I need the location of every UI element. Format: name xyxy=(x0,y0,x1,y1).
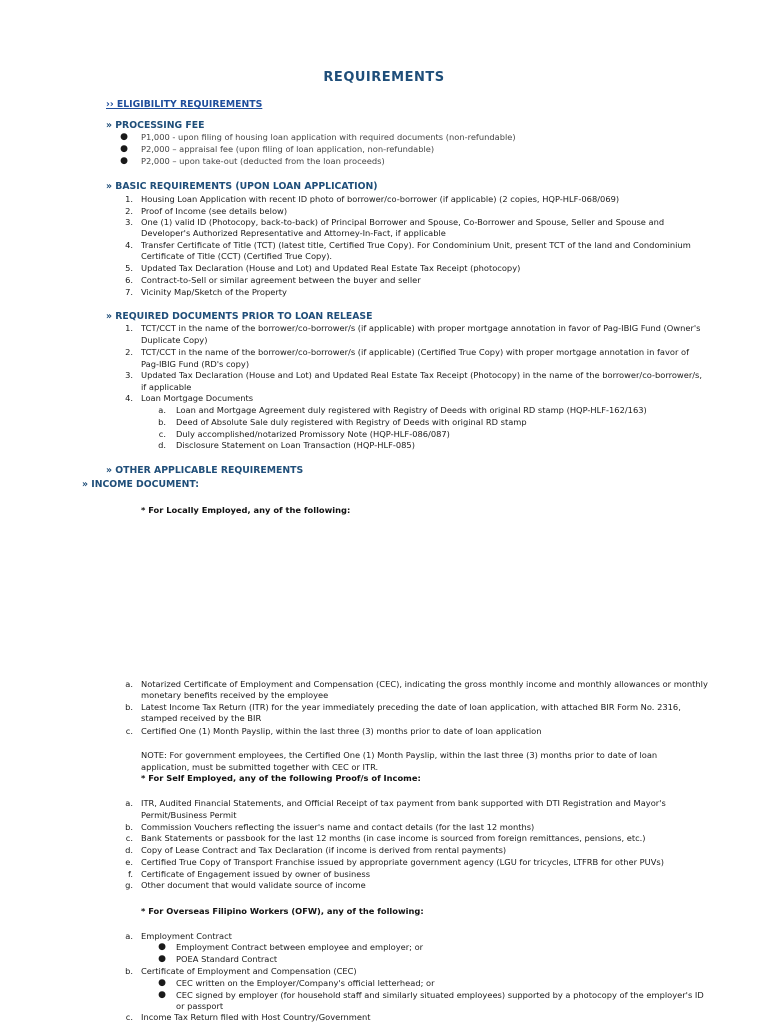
list-item-continued: Pag-IBIG Fund (RD's copy) xyxy=(141,359,250,369)
list-item: Certificate of Engagement issued by owner of business xyxy=(141,869,371,879)
sub-list-item-continued: or passport xyxy=(176,1001,224,1011)
list-item: ITR, Audited Financial Statements, and Official Receipt of tax payment from bank supported with DTI Registration and Mayor's xyxy=(141,798,666,808)
sub-list-item: POEA Standard Contract xyxy=(176,954,278,964)
list-number: 5. xyxy=(125,263,133,273)
list-letter: c. xyxy=(158,429,166,439)
processing-fee-item: P2,000 – upon take-out (deducted from the loan proceeds) xyxy=(141,156,385,166)
list-number: 4. xyxy=(125,240,133,250)
list-item: One (1) valid ID (Photocopy, back-to-back) of Principal Borrower and Spouse, Co-Borrower and Spouse, Seller and Spouse and xyxy=(141,217,665,227)
list-item-continued: Certificate of Title (CCT) (Certified True Copy). xyxy=(141,251,333,261)
sub-list-item: Employment Contract between employee and employer; or xyxy=(176,942,424,952)
list-item: Updated Tax Declaration (House and Lot) and Updated Real Estate Tax Receipt (Photocopy) in the name of the borrower/co-borrower/s, xyxy=(141,370,702,380)
list-item: Certified True Copy of Transport Franchise issued by appropriate government agency (LGU for tricycles, LTFRB for other PUVs) xyxy=(141,857,664,867)
list-number: 3. xyxy=(125,370,133,380)
basic-requirements-heading: » BASIC REQUIREMENTS (UPON LOAN APPLICATION) xyxy=(106,181,378,192)
list-letter: b. xyxy=(125,702,133,712)
list-item: Income Tax Return filed with Host Country/Government xyxy=(141,1012,371,1022)
sub-list-item: Loan and Mortgage Agreement duly registered with Registry of Deeds with original RD stamp (HQP-HLF-162/163) xyxy=(176,405,647,415)
processing-fee-item: P2,000 – appraisal fee (upon filing of loan application, non-refundable) xyxy=(141,144,435,154)
eligibility-requirements-link[interactable]: ›› ELIGIBILITY REQUIREMENTS xyxy=(106,99,263,110)
bullet: ● xyxy=(120,156,128,166)
bullet: ● xyxy=(158,978,166,988)
list-item-continued: Duplicate Copy) xyxy=(141,335,208,345)
list-letter: a. xyxy=(125,931,133,941)
list-item: Updated Tax Declaration (House and Lot) and Updated Real Estate Tax Receipt (photocopy) xyxy=(141,263,521,273)
list-item-continued: monetary benefits received by the employee xyxy=(141,690,329,700)
list-letter: g. xyxy=(125,880,133,890)
list-item-continued: Developer's Authorized Representative and Attorney-In-Fact, if applicable xyxy=(141,228,446,238)
list-letter: c. xyxy=(125,1012,133,1022)
list-letter: d. xyxy=(158,440,166,450)
list-item-continued: Permit/Business Permit xyxy=(141,810,237,820)
bullet: ● xyxy=(120,144,128,154)
list-letter: f. xyxy=(128,869,133,879)
sub-list-item: Deed of Absolute Sale duly registered with Registry of Deeds with original RD stamp xyxy=(176,417,527,427)
self-employed-heading: * For Self Employed, any of the following Proof/s of Income: xyxy=(141,773,421,783)
list-number: 6. xyxy=(125,275,133,285)
list-item: Certified One (1) Month Payslip, within the last three (3) months prior to date of loan application xyxy=(141,726,542,736)
processing-fee-item: P1,000 - upon filing of housing loan application with required documents (non-refundable) xyxy=(141,132,516,142)
bullet: ● xyxy=(158,954,166,964)
list-letter: a. xyxy=(125,679,133,689)
list-letter: d. xyxy=(125,845,133,855)
list-item: Latest Income Tax Return (ITR) for the year immediately preceding the date of loan application, with attached BIR Form No. 2316, xyxy=(141,702,681,712)
bullet: ● xyxy=(120,132,128,142)
government-note: NOTE: For government employees, the Certified One (1) Month Payslip, within the last three (3) months prior to date of loan xyxy=(141,750,658,760)
locally-employed-heading: * For Locally Employed, any of the following: xyxy=(141,505,351,515)
list-item: Commission Vouchers reflecting the issuer's name and contact details (for the last 12 months) xyxy=(141,822,535,832)
list-item-continued: if applicable xyxy=(141,382,192,392)
list-item: Employment Contract xyxy=(141,931,232,941)
bullet: ● xyxy=(158,990,166,1000)
list-letter: a. xyxy=(158,405,166,415)
list-letter: c. xyxy=(125,726,133,736)
bullet: ● xyxy=(158,942,166,952)
list-number: 3. xyxy=(125,217,133,227)
list-item: Notarized Certificate of Employment and Compensation (CEC), indicating the gross monthly income and monthly allowances or monthly xyxy=(141,679,708,689)
list-number: 2. xyxy=(125,347,133,357)
list-letter: a. xyxy=(125,798,133,808)
list-item: Other document that would validate source of income xyxy=(141,880,366,890)
list-letter: b. xyxy=(125,822,133,832)
list-letter: b. xyxy=(125,966,133,976)
sub-list-item: Disclosure Statement on Loan Transaction (HQP-HLF-085) xyxy=(176,440,415,450)
list-item: TCT/CCT in the name of the borrower/co-borrower/s (if applicable) with proper mortgage annotation in favor of Pag-IBIG Fund (Owner's xyxy=(141,323,701,333)
loan-release-heading: » REQUIRED DOCUMENTS PRIOR TO LOAN RELEASE xyxy=(106,311,373,322)
list-item-continued: stamped received by the BIR xyxy=(141,713,262,723)
list-letter: b. xyxy=(158,417,166,427)
list-letter: c. xyxy=(125,833,133,843)
list-number: 1. xyxy=(125,323,133,333)
sub-list-item: CEC signed by employer (for household staff and similarly situated employees) supported by a photocopy of the employer's ID xyxy=(176,990,704,1000)
list-item: Copy of Lease Contract and Tax Declaration (if income is derived from rental payments) xyxy=(141,845,507,855)
processing-fee-heading: » PROCESSING FEE xyxy=(106,120,205,131)
ofw-heading: * For Overseas Filipino Workers (OFW), any of the following: xyxy=(141,906,424,916)
list-item: Certificate of Employment and Compensation (CEC) xyxy=(141,966,357,976)
list-item: Loan Mortgage Documents xyxy=(141,393,254,403)
list-number: 1. xyxy=(125,194,133,204)
list-letter: e. xyxy=(125,857,133,867)
other-requirements-heading: » OTHER APPLICABLE REQUIREMENTS xyxy=(106,465,304,476)
list-item: Contract-to-Sell or similar agreement between the buyer and seller xyxy=(141,275,421,285)
list-item: Housing Loan Application with recent ID photo of borrower/co-borrower (if applicable) (2 copies, HQP-HLF-068/069) xyxy=(141,194,620,204)
page-title: REQUIREMENTS xyxy=(323,70,445,85)
list-number: 7. xyxy=(125,287,133,297)
list-item: Vicinity Map/Sketch of the Property xyxy=(141,287,287,297)
sub-list-item: CEC written on the Employer/Company's official letterhead; or xyxy=(176,978,435,988)
list-item: Proof of Income (see details below) xyxy=(141,206,288,216)
income-document-heading: » INCOME DOCUMENT: xyxy=(82,479,199,490)
list-item: Bank Statements or passbook for the last 12 months (in case income is sourced from foreign remittances, pensions, etc.) xyxy=(141,833,646,843)
sub-list-item: Duly accomplished/notarized Promissory Note (HQP-HLF-086/087) xyxy=(176,429,450,439)
list-number: 4. xyxy=(125,393,133,403)
list-item: Transfer Certificate of Title (TCT) (latest title, Certified True Copy). For Condominium Unit, present TCT of the land and Condominium xyxy=(141,240,691,250)
list-item: TCT/CCT in the name of the borrower/co-borrower/s (if applicable) (Certified True Copy) with proper mortgage annotation in favor of xyxy=(141,347,690,357)
list-number: 2. xyxy=(125,206,133,216)
government-note-continued: application, must be submitted together with CEC or ITR. xyxy=(141,762,379,772)
